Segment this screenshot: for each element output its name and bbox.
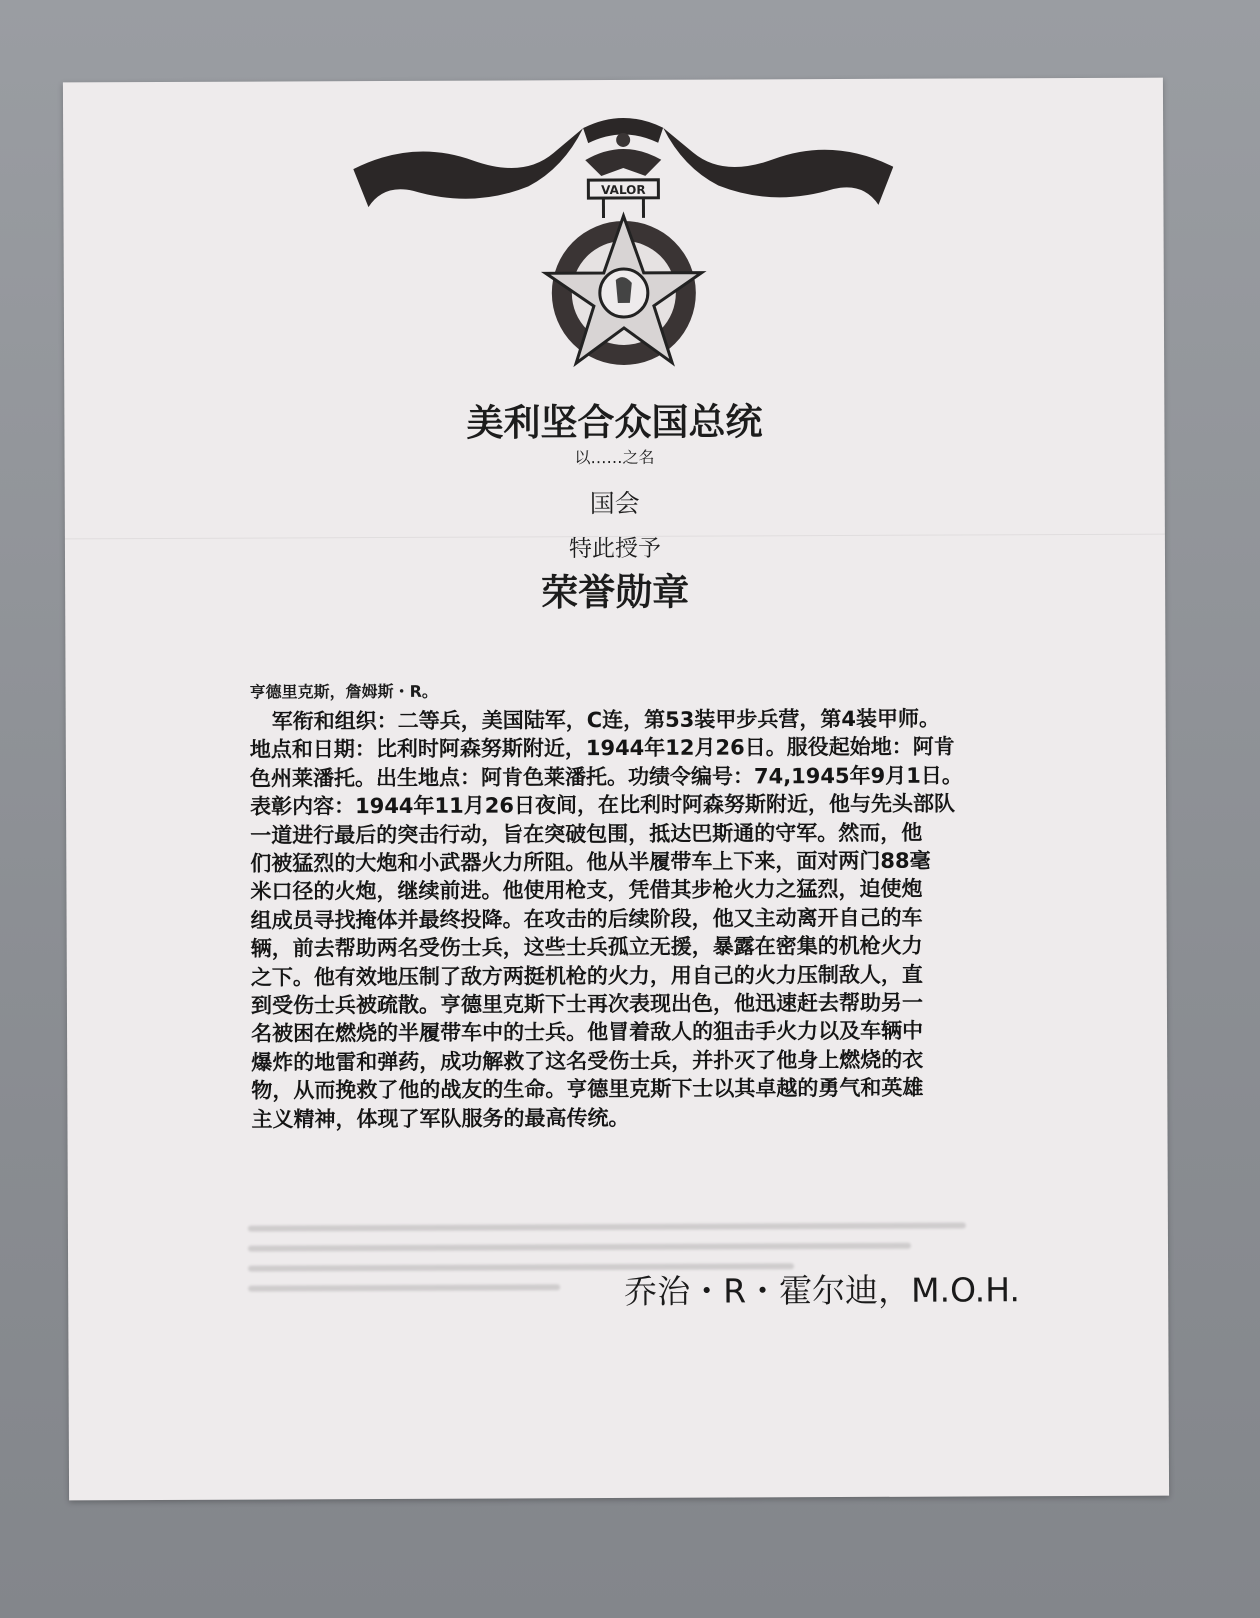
citation-line: 之下。他有效地压制了敌方两挺机枪的火力，用自己的火力压制敌人，直	[250, 962, 923, 990]
issuer-subtitle: 以……之名	[574, 447, 655, 468]
recipient-name: 亨德里克斯，詹姆斯・R。	[249, 681, 438, 702]
citation-line: 色州莱潘托。出生地点：阿肯色莱潘托。功绩令编号：74,1945年9月1日。	[249, 763, 963, 791]
citation-line: 们被猛烈的大炮和小武器火力所阻。他从半履带车上下来，面对两门88毫	[250, 848, 931, 876]
medal-of-honor-emblem	[353, 97, 894, 389]
citation-line: 主义精神，体现了军队服务的最高传统。	[251, 1105, 630, 1132]
congress-label: 国会	[589, 488, 640, 519]
citation-line: 一道进行最后的突击行动，旨在突破包围，抵达巴斯通的守军。然而，他	[250, 820, 923, 848]
citation-body	[250, 704, 1052, 1134]
citation-line: 辆，前去帮助两名受伤士兵，这些士兵孤立无援，暴露在密集的机枪火力	[250, 933, 923, 961]
citation-line: 到受伤士兵被疏散。亨德里克斯下士再次表现出色，他迅速赶去帮助另一	[250, 990, 923, 1018]
citation-line: 地点和日期：比利时阿森努斯附近，1944年12月26日。服役起始地：阿肯	[249, 734, 955, 763]
grant-label: 特此授予	[568, 535, 662, 563]
signature-line: 乔治・R・霍尔迪，M.O.H.	[624, 1270, 1021, 1311]
citation-line: 米口径的火炮，继续前进。他使用枪支，凭借其步枪火力之猛烈，迫使炮	[250, 877, 923, 905]
citation-line: 军衔和组织：二等兵，美国陆军，C连，第53装甲步兵营，第4装甲师。	[271, 706, 940, 734]
citation-line: 名被困在燃烧的半履带车中的士兵。他冒着敌人的狙击手火力以及车辆中	[251, 1019, 924, 1047]
citation-line: 物，从而挽救了他的战友的生命。亨德里克斯下士以其卓越的勇气和英雄	[251, 1075, 924, 1103]
citation-paper	[63, 78, 1169, 1501]
citation-line: 组成员寻找掩体并最终投降。在攻击的后续阶段，他又主动离开自己的车	[250, 905, 923, 933]
medal-name: 荣誉勋章	[541, 570, 690, 615]
valor-label: VALOR	[601, 182, 646, 198]
issuer-title: 美利坚合众国总统	[466, 400, 763, 445]
citation-line: 爆炸的地雷和弹药，成功解救了这名受伤士兵，并扑灭了他身上燃烧的衣	[251, 1047, 924, 1075]
citation-line: 表彰内容：1944年11月26日夜间，在比利时阿森努斯附近，他与先头部队	[250, 791, 956, 819]
